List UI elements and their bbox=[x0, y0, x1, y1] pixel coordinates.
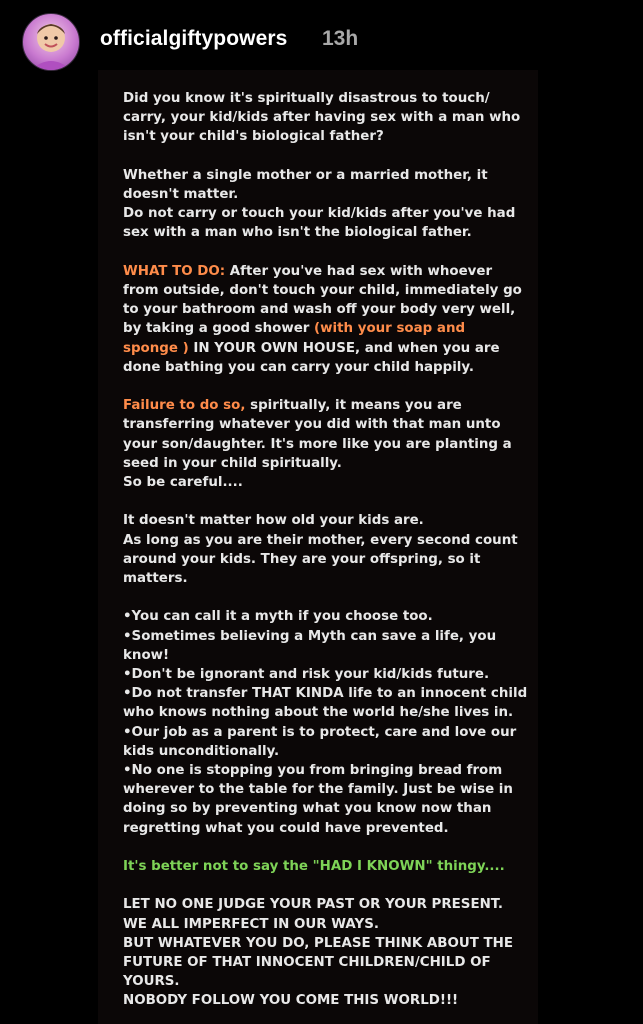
bullet-line: know! bbox=[123, 647, 170, 663]
what-to-do-highlight: WHAT TO DO: bbox=[123, 263, 226, 279]
text-line: LET NO ONE JUDGE YOUR PAST OR YOUR PRESENT. bbox=[123, 897, 503, 913]
paragraph-closing bbox=[123, 895, 543, 1010]
paragraph-bullets bbox=[123, 607, 543, 837]
text-line: Did you know it's spiritually disastrous to touch/ bbox=[123, 91, 490, 106]
bullet-line: who knows nothing about the world he/she lives in. bbox=[123, 705, 514, 721]
text-line bbox=[123, 339, 543, 358]
text-line bbox=[123, 319, 543, 338]
text-line: doesn't matter. bbox=[123, 187, 239, 202]
bullet-line: •You can call it a myth if you choose too. bbox=[123, 609, 433, 625]
text-line bbox=[123, 396, 543, 415]
bullet-line: •Don't be ignorant and risk your kid/kids future. bbox=[123, 667, 490, 683]
post-timestamp: 13h bbox=[322, 27, 359, 50]
paragraph-had-i-known bbox=[123, 857, 543, 876]
soap-highlight: (with your soap and bbox=[314, 321, 466, 337]
bullet-line: kids unconditionally. bbox=[123, 743, 280, 759]
paragraph-failure bbox=[123, 396, 543, 492]
failure-highlight: Failure to do so, bbox=[123, 398, 246, 414]
text-line: matters. bbox=[123, 571, 188, 587]
sponge-highlight: sponge ) bbox=[123, 340, 189, 356]
paragraph-what-to-do bbox=[123, 262, 543, 377]
text-line: to your bathroom and wash off your body very well, bbox=[123, 302, 516, 318]
paragraph-age bbox=[123, 511, 543, 588]
text-fragment: IN YOUR OWN HOUSE, and when you are bbox=[188, 340, 500, 356]
bullet-line: wherever to the table for the family. Just be wise in bbox=[123, 782, 513, 798]
text-line: YOURS. bbox=[123, 974, 180, 990]
text-line: seed in your child spiritually. bbox=[123, 455, 342, 471]
text-line: BUT WHATEVER YOU DO, PLEASE THINK ABOUT THE bbox=[123, 935, 514, 951]
bullet-line: •Sometimes believing a Myth can save a life, you bbox=[123, 628, 497, 644]
bullet-line: •Our job as a parent is to protect, care and love our bbox=[123, 724, 517, 740]
text-line: carry, your kid/kids after having sex with a man who bbox=[123, 110, 521, 126]
username-link[interactable]: officialgiftypowers bbox=[100, 27, 288, 50]
text-line: FUTURE OF THAT INNOCENT CHILDREN/CHILD OF bbox=[123, 955, 491, 971]
avatar-photo-icon bbox=[23, 14, 79, 70]
bullet-line: regretting what you could have prevented. bbox=[123, 820, 449, 836]
text-line: It doesn't matter how old your kids are. bbox=[123, 513, 424, 529]
bullet-line: •No one is stopping you from bringing bread from bbox=[123, 763, 503, 779]
text-line bbox=[123, 262, 543, 281]
text-fragment: After you've had sex with whoever bbox=[225, 263, 493, 279]
text-fragment: spiritually, it means you are bbox=[245, 398, 462, 414]
text-line: WE ALL IMPERFECT IN OUR WAYS. bbox=[123, 916, 379, 932]
text-line: your son/daughter. It's more like you are planting a bbox=[123, 436, 512, 452]
profile-avatar[interactable] bbox=[22, 13, 80, 71]
text-fragment: by taking a good shower bbox=[123, 321, 315, 337]
bullet-line: •Do not transfer THAT KINDA life to an innocent child bbox=[123, 686, 528, 702]
text-line: around your kids. They are your offspring, so it bbox=[123, 551, 481, 567]
paragraph-intro bbox=[123, 89, 543, 147]
text-line: sex with a man who isn't the biological father. bbox=[123, 225, 472, 241]
story-post-text bbox=[123, 89, 543, 1024]
text-line: Whether a single mother or a married mother, it bbox=[123, 167, 488, 183]
paragraph-whether bbox=[123, 166, 543, 243]
text-line: from outside, don't touch your child, immediately go bbox=[123, 283, 522, 298]
text-line: NOBODY FOLLOW YOU COME THIS WORLD!!! bbox=[123, 993, 459, 1009]
had-i-known-highlight: It's better not to say the "HAD I KNOWN" thingy.... bbox=[123, 859, 505, 875]
text-line: done bathing you can carry your child happily. bbox=[123, 359, 474, 375]
text-line: Do not carry or touch your kid/kids after you've had bbox=[123, 206, 516, 222]
text-line: So be careful.... bbox=[123, 475, 243, 491]
text-line: isn't your child's biological father? bbox=[123, 129, 384, 145]
text-line: transferring whatever you did with that man unto bbox=[123, 417, 501, 433]
bullet-line: doing so by preventing what you know now than bbox=[123, 801, 492, 817]
text-line: As long as you are their mother, every second count bbox=[123, 532, 518, 548]
